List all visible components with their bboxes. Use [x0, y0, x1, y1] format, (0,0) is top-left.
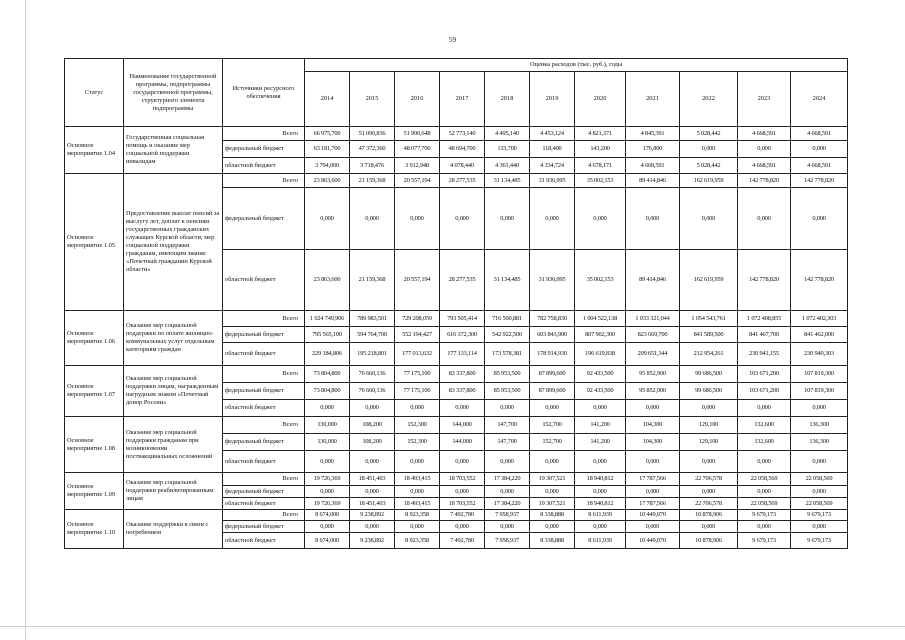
value-cell: 0,000	[395, 486, 440, 498]
value-cell: 118,400	[530, 141, 575, 158]
value-cell: 0,000	[791, 486, 848, 498]
value-cell: 48 077,700	[395, 141, 440, 158]
value-cell: 0,000	[440, 521, 485, 533]
value-cell: 0,000	[680, 188, 738, 250]
status-cell: Основное мероприятие 1.06	[65, 311, 124, 366]
value-cell: 130,000	[305, 417, 350, 434]
value-cell: 104,300	[626, 417, 680, 434]
value-cell: 48 694,700	[440, 141, 485, 158]
budget-table	[64, 58, 848, 549]
table-row	[65, 473, 848, 486]
source-cell: областной бюджет	[223, 250, 305, 311]
value-cell: 103 671,200	[738, 383, 791, 400]
value-cell: 10 878,906	[680, 510, 738, 521]
value-cell: 144,000	[440, 417, 485, 434]
value-cell: 729 208,059	[395, 311, 440, 327]
value-cell: 9 679,173	[791, 533, 848, 549]
value-cell: 0,000	[738, 451, 791, 473]
value-cell: 4 668,591	[791, 127, 848, 141]
source-cell: Всего	[223, 366, 305, 383]
status-cell: Основное мероприятие 1.04	[65, 127, 124, 174]
value-cell: 807 902,300	[575, 327, 626, 343]
value-cell: 9 679,173	[738, 533, 791, 549]
value-cell: 782 758,830	[530, 311, 575, 327]
value-cell: 7 958,937	[485, 510, 530, 521]
name-cell: Оказание мер социальной поддержки лицам, награжденным нагрудным знаком «Почетный донор России»	[124, 366, 223, 417]
value-cell: 3 794,000	[305, 158, 350, 174]
status-cell: Основное мероприятие 1.10	[65, 510, 124, 549]
value-cell: 0,000	[440, 486, 485, 498]
value-cell: 107 819,300	[791, 383, 848, 400]
status-cell: Основное мероприятие 1.07	[65, 366, 124, 417]
value-cell: 1 072 402,303	[791, 311, 848, 327]
value-cell: 1 024 749,906	[305, 311, 350, 327]
value-cell: 17 384,220	[485, 498, 530, 510]
value-cell: 22 058,569	[791, 498, 848, 510]
value-cell: 28 277,535	[440, 250, 485, 311]
source-cell: Всего	[223, 127, 305, 141]
value-cell: 85 953,500	[485, 366, 530, 383]
table-row	[65, 366, 848, 383]
header-status: Статус	[65, 59, 124, 127]
value-cell: 177 013,632	[395, 343, 440, 366]
value-cell: 793 505,414	[440, 311, 485, 327]
value-cell: 4 845,391	[626, 127, 680, 141]
value-cell: 603 843,900	[530, 327, 575, 343]
value-cell: 103 671,200	[738, 366, 791, 383]
source-cell: Всего	[223, 311, 305, 327]
year-header: 2021	[626, 72, 680, 127]
value-cell: 73 804,800	[305, 383, 350, 400]
value-cell: 147,700	[485, 417, 530, 434]
value-cell: 23 863,600	[305, 174, 350, 188]
source-cell: федеральный бюджет	[223, 327, 305, 343]
value-cell: 4 668,591	[791, 158, 848, 174]
scan-edge-bottom	[0, 626, 905, 627]
name-cell: Предоставление выплат пенсий за выслугу лет, доплат к пенсиям государственных гражданских служащих Курской области; мер социальной поддержки гражданам, имеющим звание «Почетный гражданин Курской области»	[124, 174, 223, 311]
value-cell: 229 184,806	[305, 343, 350, 366]
source-cell: областной бюджет	[223, 400, 305, 417]
value-cell: 31 936,995	[530, 250, 575, 311]
value-cell: 9 238,892	[350, 533, 395, 549]
value-cell: 0,000	[530, 451, 575, 473]
value-cell: 104,300	[626, 434, 680, 451]
value-cell: 0,000	[680, 400, 738, 417]
value-cell: 22 706,578	[680, 473, 738, 486]
value-cell: 176,800	[626, 141, 680, 158]
value-cell: 0,000	[626, 521, 680, 533]
value-cell: 8 674,000	[305, 510, 350, 521]
value-cell: 133,700	[485, 141, 530, 158]
value-cell: 209 651,344	[626, 343, 680, 366]
value-cell: 542 922,500	[485, 327, 530, 343]
value-cell: 22 058,569	[738, 473, 791, 486]
value-cell: 841 462,000	[791, 327, 848, 343]
value-cell: 162 619,959	[680, 174, 738, 188]
value-cell: 10 449,070	[626, 510, 680, 521]
table-row	[65, 510, 848, 521]
value-cell: 18 940,812	[575, 498, 626, 510]
value-cell: 178 914,930	[530, 343, 575, 366]
value-cell: 0,000	[680, 141, 738, 158]
value-cell: 173 578,381	[485, 343, 530, 366]
source-cell: федеральный бюджет	[223, 434, 305, 451]
value-cell: 8 611,939	[575, 510, 626, 521]
value-cell: 4 453,124	[530, 127, 575, 141]
value-cell: 4 495,140	[485, 127, 530, 141]
value-cell: 7 492,780	[440, 533, 485, 549]
source-cell: федеральный бюджет	[223, 188, 305, 250]
value-cell: 0,000	[440, 400, 485, 417]
value-cell: 177 133,114	[440, 343, 485, 366]
value-cell: 0,000	[305, 400, 350, 417]
value-cell: 0,000	[626, 451, 680, 473]
value-cell: 152,700	[530, 417, 575, 434]
value-cell: 35 002,153	[575, 174, 626, 188]
header-estimate: Оценка расходов (тыс. руб.), годы	[305, 59, 848, 72]
value-cell: 0,000	[485, 451, 530, 473]
value-cell: 1 004 522,138	[575, 311, 626, 327]
value-cell: 18 703,552	[440, 498, 485, 510]
value-cell: 230 941,155	[738, 343, 791, 366]
value-cell: 4 668,591	[738, 127, 791, 141]
value-cell: 0,000	[626, 486, 680, 498]
value-cell: 142 778,820	[791, 174, 848, 188]
source-cell: областной бюджет	[223, 533, 305, 549]
source-cell: областной бюджет	[223, 451, 305, 473]
value-cell: 0,000	[575, 451, 626, 473]
value-cell: 9 679,173	[738, 510, 791, 521]
source-cell: Всего	[223, 174, 305, 188]
value-cell: 20 557,194	[395, 174, 440, 188]
value-cell: 4 668,591	[626, 158, 680, 174]
value-cell: 18 451,403	[350, 473, 395, 486]
value-cell: 77 175,100	[395, 383, 440, 400]
value-cell: 83 337,800	[440, 366, 485, 383]
value-cell: 95 852,900	[626, 366, 680, 383]
value-cell: 10 449,070	[626, 533, 680, 549]
value-cell: 17 384,220	[485, 473, 530, 486]
value-cell: 19 307,521	[530, 498, 575, 510]
value-cell: 136,300	[791, 417, 848, 434]
value-cell: 0,000	[626, 188, 680, 250]
value-cell: 92 433,500	[575, 383, 626, 400]
value-cell: 89 414,846	[626, 250, 680, 311]
page-number: 59	[449, 36, 456, 44]
value-cell: 31 134,485	[485, 250, 530, 311]
value-cell: 716 500,881	[485, 311, 530, 327]
value-cell: 8 338,888	[530, 533, 575, 549]
value-cell: 0,000	[305, 521, 350, 533]
name-cell: Оказание мер социальной поддержки гражданам при возникновении поствакцинальных осложнений	[124, 417, 223, 473]
status-cell: Основное мероприятие 1.08	[65, 417, 124, 473]
scan-edge-left	[25, 0, 26, 640]
value-cell: 18 451,403	[350, 498, 395, 510]
value-cell: 0,000	[738, 521, 791, 533]
value-cell: 8 611,939	[575, 533, 626, 549]
value-cell: 4 334,724	[530, 158, 575, 174]
status-cell: Основное мероприятие 1.09	[65, 473, 124, 510]
value-cell: 4 821,371	[575, 127, 626, 141]
value-cell: 87 899,600	[530, 366, 575, 383]
value-cell: 132,600	[738, 434, 791, 451]
value-cell: 143,200	[575, 141, 626, 158]
value-cell: 0,000	[395, 400, 440, 417]
value-cell: 0,000	[350, 400, 395, 417]
value-cell: 51 990,648	[395, 127, 440, 141]
value-cell: 85 953,500	[485, 383, 530, 400]
value-cell: 7 958,937	[485, 533, 530, 549]
value-cell: 162 619,959	[680, 250, 738, 311]
value-cell: 35 002,153	[575, 250, 626, 311]
value-cell: 20 557,194	[395, 250, 440, 311]
year-header: 2020	[575, 72, 626, 127]
value-cell: 52 773,140	[440, 127, 485, 141]
value-cell: 9 238,892	[350, 510, 395, 521]
value-cell: 8 923,358	[395, 510, 440, 521]
source-cell: областной бюджет	[223, 158, 305, 174]
value-cell: 841 467,700	[738, 327, 791, 343]
value-cell: 5 028,442	[680, 158, 738, 174]
value-cell: 0,000	[791, 400, 848, 417]
value-cell: 0,000	[738, 141, 791, 158]
value-cell: 77 175,100	[395, 366, 440, 383]
source-cell: областной бюджет	[223, 343, 305, 366]
value-cell: 129,100	[680, 417, 738, 434]
value-cell: 76 660,136	[350, 383, 395, 400]
year-header: 2018	[485, 72, 530, 127]
value-cell: 0,000	[440, 188, 485, 250]
table-row	[65, 127, 848, 141]
value-cell: 230 940,303	[791, 343, 848, 366]
value-cell: 76 660,136	[350, 366, 395, 383]
value-cell: 795 565,100	[305, 327, 350, 343]
value-cell: 108,200	[350, 434, 395, 451]
value-cell: 552 194,427	[395, 327, 440, 343]
value-cell: 22 706,578	[680, 498, 738, 510]
value-cell: 0,000	[530, 188, 575, 250]
value-cell: 147,700	[485, 434, 530, 451]
value-cell: 0,000	[350, 451, 395, 473]
value-cell: 3 912,948	[395, 158, 440, 174]
value-cell: 0,000	[395, 451, 440, 473]
source-cell: федеральный бюджет	[223, 141, 305, 158]
value-cell: 0,000	[575, 188, 626, 250]
value-cell: 18 940,812	[575, 473, 626, 486]
value-cell: 1 072 408,855	[738, 311, 791, 327]
value-cell: 132,600	[738, 417, 791, 434]
value-cell: 142 778,820	[738, 250, 791, 311]
value-cell: 4 361,440	[485, 158, 530, 174]
value-cell: 4 678,171	[575, 158, 626, 174]
value-cell: 7 492,780	[440, 510, 485, 521]
source-cell: федеральный бюджет	[223, 521, 305, 533]
value-cell: 89 414,846	[626, 174, 680, 188]
value-cell: 130,000	[305, 434, 350, 451]
source-cell: Всего	[223, 473, 305, 486]
value-cell: 31 134,485	[485, 174, 530, 188]
value-cell: 841 589,500	[680, 327, 738, 343]
name-cell: Оказание мер социальной поддержки реабилитированным лицам	[124, 473, 223, 510]
value-cell: 1 054 543,761	[680, 311, 738, 327]
value-cell: 0,000	[350, 188, 395, 250]
value-cell: 142 778,820	[791, 250, 848, 311]
header-row	[65, 59, 848, 72]
value-cell: 616 372,300	[440, 327, 485, 343]
value-cell: 0,000	[485, 521, 530, 533]
year-header: 2019	[530, 72, 575, 127]
value-cell: 196 619,838	[575, 343, 626, 366]
value-cell: 144,000	[440, 434, 485, 451]
value-cell: 0,000	[575, 486, 626, 498]
value-cell: 141,200	[575, 434, 626, 451]
value-cell: 152,300	[395, 434, 440, 451]
year-header: 2016	[395, 72, 440, 127]
value-cell: 0,000	[791, 141, 848, 158]
value-cell: 3 718,476	[350, 158, 395, 174]
value-cell: 0,000	[485, 400, 530, 417]
value-cell: 4 078,440	[440, 158, 485, 174]
value-cell: 0,000	[738, 486, 791, 498]
value-cell: 63 181,700	[305, 141, 350, 158]
value-cell: 0,000	[738, 400, 791, 417]
value-cell: 95 852,900	[626, 383, 680, 400]
value-cell: 83 337,800	[440, 383, 485, 400]
value-cell: 142 778,820	[738, 174, 791, 188]
value-cell: 4 668,591	[738, 158, 791, 174]
year-header: 2024	[791, 72, 848, 127]
year-header: 2015	[350, 72, 395, 127]
value-cell: 0,000	[680, 451, 738, 473]
value-cell: 0,000	[791, 451, 848, 473]
value-cell: 107 819,300	[791, 366, 848, 383]
source-cell: Всего	[223, 510, 305, 521]
value-cell: 5 028,442	[680, 127, 738, 141]
value-cell: 19 307,521	[530, 473, 575, 486]
value-cell: 0,000	[530, 486, 575, 498]
value-cell: 21 159,368	[350, 250, 395, 311]
value-cell: 0,000	[395, 188, 440, 250]
table-row	[65, 417, 848, 434]
source-cell: областной бюджет	[223, 498, 305, 510]
value-cell: 0,000	[738, 188, 791, 250]
year-header: 2014	[305, 72, 350, 127]
value-cell: 0,000	[350, 486, 395, 498]
value-cell: 0,000	[530, 400, 575, 417]
value-cell: 99 686,500	[680, 366, 738, 383]
table-row	[65, 311, 848, 327]
value-cell: 18 703,552	[440, 473, 485, 486]
value-cell: 0,000	[680, 521, 738, 533]
value-cell: 18 493,415	[395, 498, 440, 510]
value-cell: 136,300	[791, 434, 848, 451]
name-cell: Государственная социальная помощь и оказание мер социальной поддержки инвалидам	[124, 127, 223, 174]
source-cell: федеральный бюджет	[223, 383, 305, 400]
value-cell: 17 787,566	[626, 473, 680, 486]
value-cell: 23 863,600	[305, 250, 350, 311]
value-cell: 0,000	[305, 188, 350, 250]
value-cell: 0,000	[530, 521, 575, 533]
table-body	[65, 59, 848, 549]
source-cell: федеральный бюджет	[223, 486, 305, 498]
value-cell: 0,000	[305, 451, 350, 473]
value-cell: 66 975,700	[305, 127, 350, 141]
value-cell: 129,100	[680, 434, 738, 451]
value-cell: 0,000	[626, 400, 680, 417]
value-cell: 0,000	[485, 188, 530, 250]
value-cell: 19 726,369	[305, 473, 350, 486]
value-cell: 789 983,501	[350, 311, 395, 327]
table-row	[65, 174, 848, 188]
value-cell: 8 674,000	[305, 533, 350, 549]
value-cell: 0,000	[350, 521, 395, 533]
value-cell: 1 033 321,044	[626, 311, 680, 327]
value-cell: 17 787,566	[626, 498, 680, 510]
value-cell: 0,000	[791, 188, 848, 250]
value-cell: 141,200	[575, 417, 626, 434]
name-cell: Оказание поддержки в связи с погребением	[124, 510, 223, 549]
value-cell: 28 277,535	[440, 174, 485, 188]
value-cell: 0,000	[575, 521, 626, 533]
value-cell: 0,000	[791, 521, 848, 533]
year-header: 2023	[738, 72, 791, 127]
value-cell: 8 338,888	[530, 510, 575, 521]
value-cell: 21 159,368	[350, 174, 395, 188]
value-cell: 0,000	[680, 486, 738, 498]
value-cell: 0,000	[440, 451, 485, 473]
value-cell: 823 669,700	[626, 327, 680, 343]
value-cell: 10 878,906	[680, 533, 738, 549]
value-cell: 18 493,415	[395, 473, 440, 486]
value-cell: 22 058,569	[738, 498, 791, 510]
value-cell: 9 679,173	[791, 510, 848, 521]
status-cell: Основное мероприятие 1.05	[65, 174, 124, 311]
value-cell: 0,000	[485, 486, 530, 498]
value-cell: 73 804,800	[305, 366, 350, 383]
value-cell: 108,200	[350, 417, 395, 434]
value-cell: 0,000	[395, 521, 440, 533]
year-header: 2017	[440, 72, 485, 127]
value-cell: 212 954,261	[680, 343, 738, 366]
value-cell: 0,000	[575, 400, 626, 417]
value-cell: 152,300	[395, 417, 440, 434]
value-cell: 22 058,569	[791, 473, 848, 486]
value-cell: 87 899,600	[530, 383, 575, 400]
name-cell: Оказание мер социальной поддержки по оплате жилищно-коммунальных услуг отдельным категориям граждан	[124, 311, 223, 366]
header-name: Наименование государственной программы, подпрограммы государственной программы, структурного элемента подпрограммы	[124, 59, 223, 127]
value-cell: 31 936,995	[530, 174, 575, 188]
value-cell: 51 090,836	[350, 127, 395, 141]
value-cell: 8 923,358	[395, 533, 440, 549]
value-cell: 195 218,801	[350, 343, 395, 366]
header-source: Источники ресурсного обеспечения	[223, 59, 305, 127]
value-cell: 47 372,360	[350, 141, 395, 158]
year-header: 2022	[680, 72, 738, 127]
value-cell: 594 764,700	[350, 327, 395, 343]
value-cell: 152,700	[530, 434, 575, 451]
value-cell: 99 686,500	[680, 383, 738, 400]
value-cell: 0,000	[305, 486, 350, 498]
source-cell: Всего	[223, 417, 305, 434]
value-cell: 92 433,500	[575, 366, 626, 383]
value-cell: 19 726,369	[305, 498, 350, 510]
